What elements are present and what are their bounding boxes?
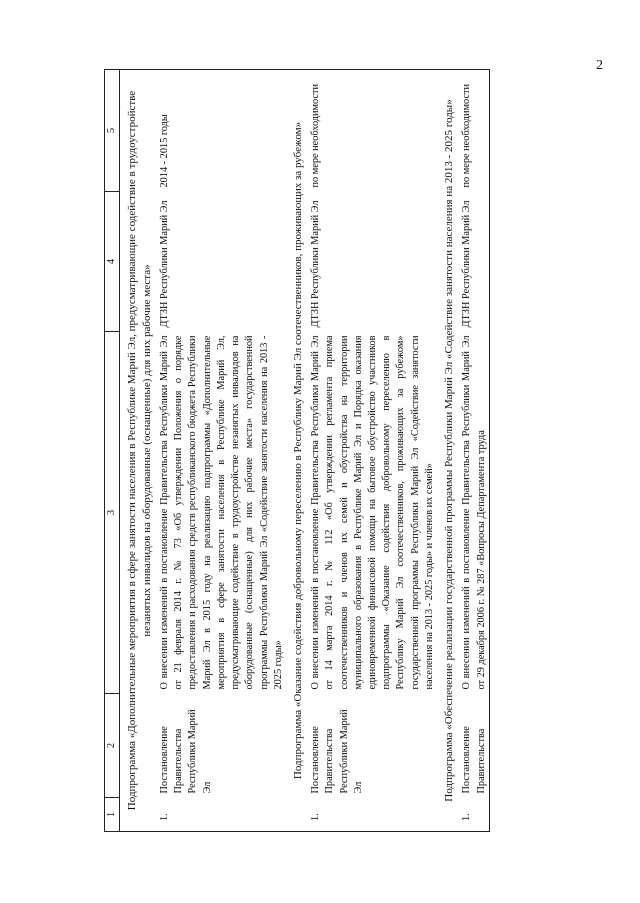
rotated-page-content (104, 70, 589, 832)
deadline: 2014 - 2015 годы (158, 70, 286, 192)
table-row (460, 70, 489, 832)
row-number: 1. (158, 798, 286, 832)
document-title: О внесении изменений в постановление Правительства Республики Марий Эл от 14 марта 2014 г. № 112 «Об утверждении регламента приема соотечественников и членов их семей и обустройства на территории муниципального образования в Республике Марий Эл и Порядка оказания единовременной финансовой помощи на бытовое обустройство участников подпрограммы «Оказание содействия добровольному переселению в Республику Марий Эл соотечественников, проживающих за рубежом» государственной программы Республики Марий Эл «Содействие занятости населения на 2013 - 2025 годы» и членов их семей» (310, 335, 435, 690)
column-header: 2 (105, 694, 120, 798)
column-header: 3 (105, 332, 120, 694)
table-header-row (105, 70, 120, 832)
deadline: по мере необходимости (460, 70, 489, 192)
section-title: Подпрограмма «Обеспечение реализации государственной программы Республики Марий Эл «Содействие занятости населения на 2013 - 2025 годы» (437, 70, 460, 832)
column-header: 4 (105, 192, 120, 332)
table-row (309, 70, 437, 832)
section-title-row (120, 70, 158, 832)
document-type: Постановление Правительства Республики Марий Эл (310, 709, 364, 794)
measures-table (104, 69, 490, 832)
document-type: Постановление Правительства (460, 694, 489, 798)
executor: ДТЗН Республики Марий Эл (460, 192, 489, 332)
executor: ДТЗН Республики Марий Эл (159, 200, 171, 328)
document-title: О внесении изменений в постановление Правительства Республики Марий Эл от 21 февраля 2014 г. № 73 «Об утверждении Положения о порядке предоставления и расходования средств республиканского бюджета Республики Марий Эл в 2015 году на реализацию подпрограммы «Дополнительные мероприятия в сфере занятости населения в Республике Марий Эл, предусматривающие содействие в трудоустройстве незанятых инвалидов на оборудованные (оснащенные) для них рабочие места» государственной программы Республики Марий Эл «Содействие занятости населения на 2013 - 2025 годы» (159, 335, 284, 690)
executor: ДТЗН Республики Марий Эл (310, 200, 322, 328)
row-number: 1. (309, 798, 437, 832)
section-title-row (286, 70, 309, 832)
document-type: Постановление Правительства Республики Марий Эл (159, 709, 213, 794)
section-title: Подпрограмма «Оказание содействия добровольному переселению в Республику Марий Эл соотечественников, проживающих за рубежом» (286, 70, 309, 832)
document-title: О внесении изменений в постановление Правительства Республики Марий Эл от 29 декабря 2006 г. № 287 «Вопросы Департамента труда (460, 332, 489, 694)
column-header: 5 (105, 70, 120, 192)
row-number: 1. (460, 798, 489, 832)
section-title: Подпрограмма «Дополнительные мероприятия в сфере занятости населения в Республике Марий Эл, предусматривающие содействие в трудоустройстве незанятых инвалидов на оборудованные (оснащенные) для них рабочие места» (120, 70, 158, 832)
table-row (158, 70, 286, 832)
column-header: 1 (105, 798, 120, 832)
deadline: по мере необходимости (309, 70, 437, 192)
page-number: 2 (596, 58, 603, 73)
section-title-row (437, 70, 460, 832)
